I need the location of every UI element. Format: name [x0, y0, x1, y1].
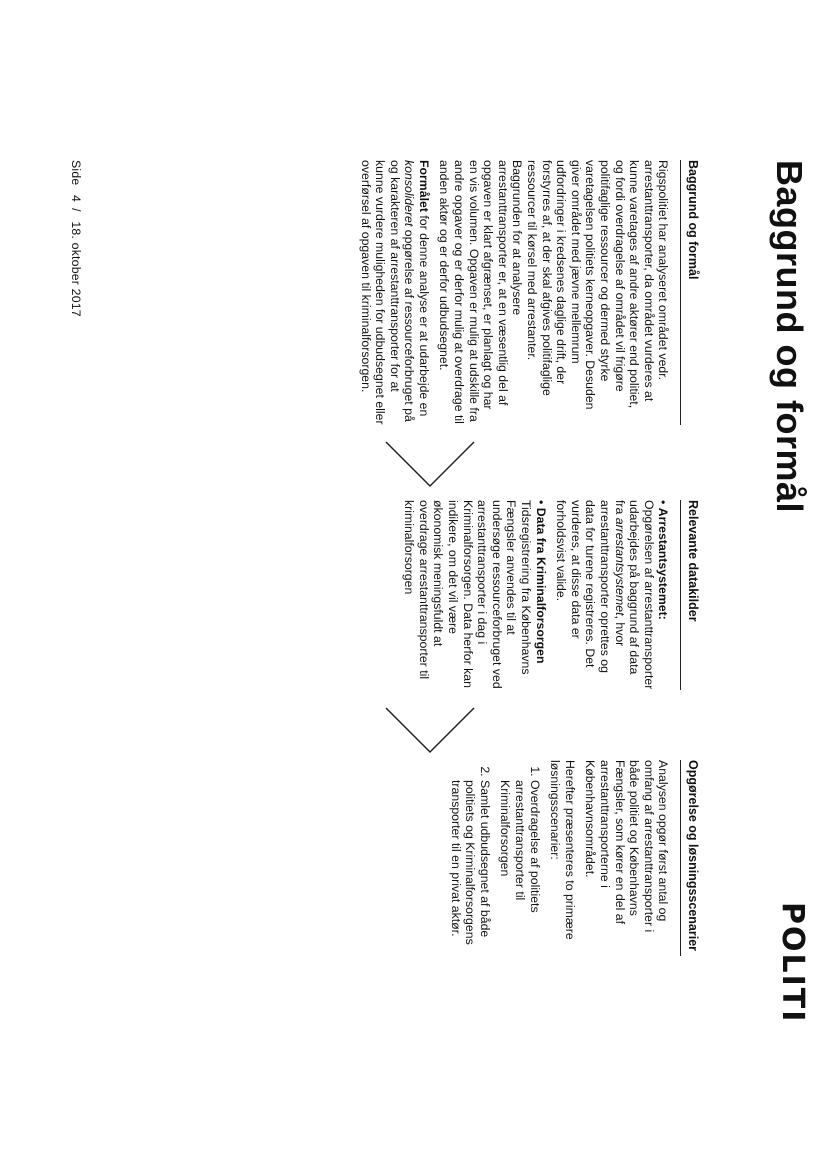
footer-date: 18. oktober 2017	[69, 221, 83, 317]
chevron-arrow-icon	[384, 440, 476, 488]
item-title: Data fra Kriminalforsorgen	[533, 507, 548, 664]
purpose-text-b: opgørelse af ressourceforbruget på og karakteren af arrestanttransporter for at kunne vurdere muligheden for udbudsegnet eller overførsel af opgaven til kriminalforsorgen.	[358, 160, 417, 425]
footer-page-number: 4	[69, 195, 83, 203]
politi-logo: POLITI	[775, 902, 810, 1024]
purpose-label: Formålet	[416, 160, 431, 212]
page-title: Baggrund og formål	[769, 160, 810, 513]
item-text-a: Opgørelsen af arrestanttransporter udarbejdes på baggrund af data fra	[612, 500, 656, 690]
item-title: Arrestantsystemet:	[656, 507, 671, 620]
scenarios-column	[442, 760, 700, 956]
background-column	[352, 160, 700, 425]
footer-separator: /	[69, 208, 83, 212]
list-item: 1. Overdragelse af politiets arrestanttransporter til Kriminalforsorgen	[498, 780, 542, 956]
scenarios-lead: Herefter præsenteres to primære løsningsscenarier:	[548, 760, 577, 940]
datasources-column	[396, 500, 700, 690]
item-text-b: , hvor arrestanttransporter oprettes og data for turene registreres. Det vurderes, at disse data er forholdsvist valide.	[554, 500, 627, 673]
scenario-list	[448, 760, 542, 956]
purpose-text-a: for denne analyse er at udarbejde en	[416, 211, 431, 417]
background-heading: Baggrund og formål	[680, 160, 700, 425]
datasource-item-kriminalforsorgen: • Data fra Kriminalforsorgen Tidsregistrering fra Københavns Fængsler anvendes til at undersøge ressourceforbruget ved arrestanttransporter i dag i Kriminalforsorgen. Data herfor kan indikere, om det vil være økonomisk meningsfuldt at overdrage arrestanttransporter til kriminalforsorgen	[402, 500, 548, 689]
page-footer	[69, 160, 83, 323]
datasources-heading: Relevante datakilder	[680, 500, 700, 690]
list-item: 2. Samlet udbudsegnet af både politiets og Kriminalforsorgens transporter til en privat aktør.	[448, 780, 492, 956]
purpose-paragraph	[358, 160, 431, 425]
footer-side-label: Side	[69, 160, 83, 186]
background-paragraph: Rigspolitiet har analyseret området vedr. arrestanttransporter, da området vurderes at kunne varetages af andre aktører end politiet, og fordi overdragelse af området vil frigøre politifaglige ressourcer og dermed styrke varetagelsen politiets kerneopgaver. Desuden giver området med jævne mellemrum udfordringer i kredsenes daglige drift, der forstyrres af, at der skal afgives politifaglige ressourcer til kørsel med arrestanter. Baggrunden for at analysere arrestanttransporter er, at en væsentlig del af opgaven er klart afgrænset, er planlagt og har en vis volumen. Opgaven er mulig at udskille fra andre opgaver og er derfor mulig at overdrage til anden aktør og er derfor udbudsegnet.	[437, 160, 671, 424]
scenarios-intro: Analysen opgør først antal og omfang af arrestanttransporter i både politiet og Københavns Fængsler, som kører en del af arrestanttransporterne i Københavnsområdet.	[583, 760, 671, 933]
chevron-arrow-icon	[384, 706, 476, 754]
scenarios-heading: Opgørelse og løsningsscenarier	[680, 760, 700, 956]
item-text: Tidsregistrering fra Københavns Fængsler anvendes til at undersøge ressourceforbruget ved arrestanttransporter i dag i Kriminalforsorgen. Data herfor kan indikere, om det vil være økonomisk meningsfuldt at overdrage arrestanttransporter til kriminalforsorgen	[402, 500, 534, 689]
item-emphasis: arrestantsystemet	[612, 517, 627, 616]
datasource-item-arrestantsystemet: • Arrestantsystemet: Opgørelsen af arrestanttransporter udarbejdes på baggrund af data fra arrestantsystemet, hvor arrestanttransporter oprettes og data for turene registreres. Det vurderes, at disse data er forholdsvist valide.	[554, 500, 671, 690]
purpose-emphasis: konsolideret	[402, 160, 417, 227]
